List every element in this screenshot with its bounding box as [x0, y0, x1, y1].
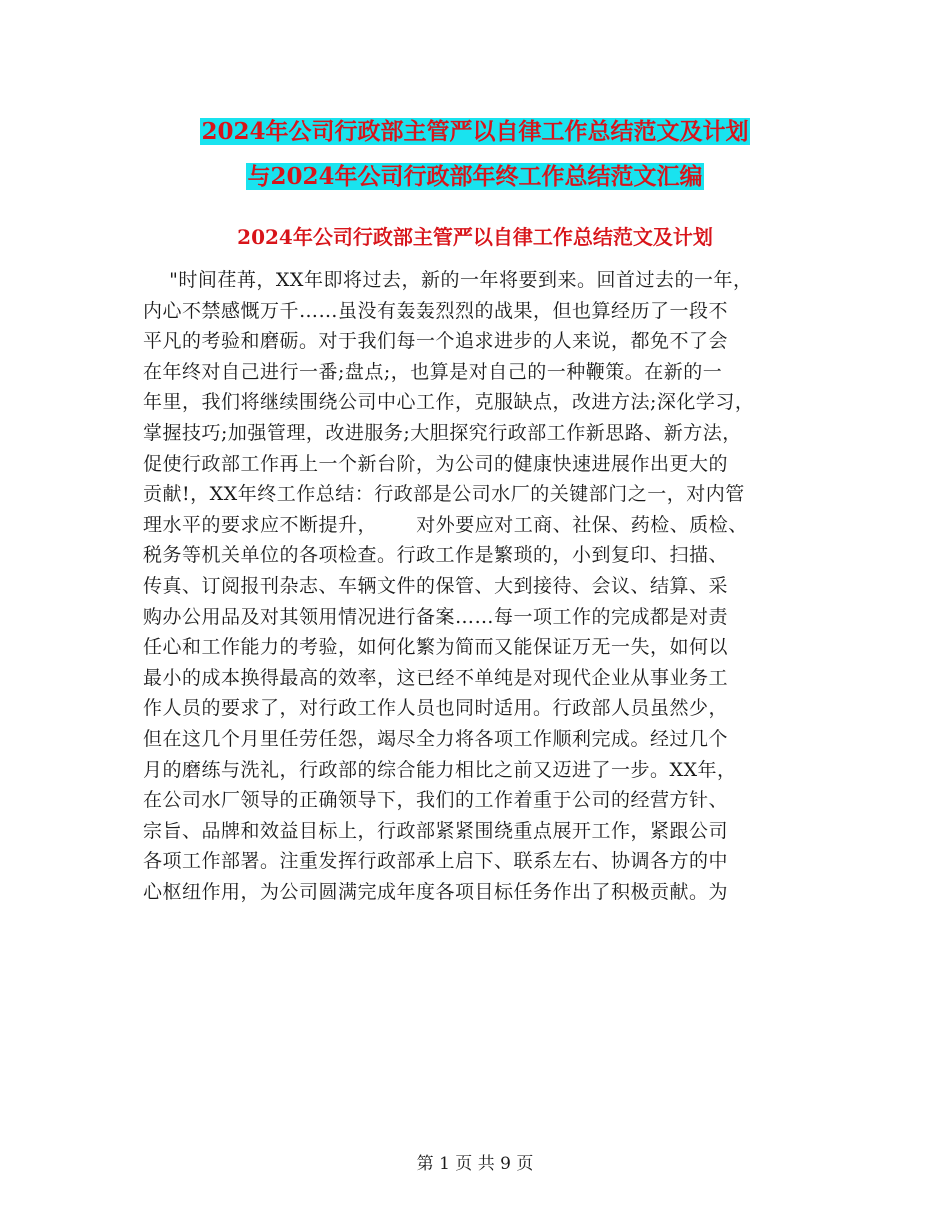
body-line: 掌握技巧;加强管理，改进服务;大胆探究行政部工作新思路、新方法，: [143, 421, 742, 444]
body-line: 任心和工作能力的考验，如何化繁为简而又能保证万无一失，如何以: [143, 636, 729, 659]
body-line: 贡献!，XX年终工作总结：行政部是公司水厂的关键部门之一，对内管: [143, 483, 745, 506]
body-line: 内心不禁感慨万千……虽没有轰轰烈烈的战果，但也算经历了一段不: [143, 299, 729, 322]
section-heading: 2024年公司行政部主管严以自律工作总结范文及计划: [237, 225, 713, 249]
body-line: 购办公用品及对其领用情况进行备案……每一项工作的完成都是对责: [143, 605, 729, 628]
body-line: 但在这几个月里任劳任怨，竭尽全力将各项工作顺利完成。经过几个: [143, 727, 729, 750]
body-line: 在年终对自己进行一番;盘点;，也算是对自己的一种鞭策。在新的一: [143, 360, 723, 383]
body-line: 作人员的要求了，对行政工作人员也同时适用。行政部人员虽然少，: [143, 697, 729, 720]
body-line: 月的磨练与洗礼，行政部的综合能力相比之前又迈进了一步。XX年，: [143, 758, 737, 781]
body-line: 各项工作部署。注重发挥行政部承上启下、联系左右、协调各方的中: [143, 850, 729, 873]
body-line: 在公司水厂领导的正确领导下，我们的工作着重于公司的经营方针、: [143, 789, 729, 812]
body-line: 平凡的考验和磨砺。对于我们每一个追求进步的人来说，都免不了会: [143, 330, 729, 353]
body-line: 宗旨、品牌和效益目标上，行政部紧紧围绕重点展开工作，紧跟公司: [143, 819, 729, 842]
body-line: 心枢纽作用，为公司圆满完成年度各项目标任务作出了积极贡献。为: [143, 880, 729, 903]
document-title-line-2: [0, 160, 950, 194]
body-line: 理水平的要求应不断提升， 对外要应对工商、社保、药检、质检、: [143, 513, 748, 536]
body-line: "时间荏苒，XX年即将过去，新的一年将要到来。回首过去的一年，: [143, 269, 753, 291]
page-footer: 第 1 页 共 9 页: [416, 1154, 534, 1174]
body-line: 最小的成本换得最高的效率，这已经不单纯是对现代企业从事业务工: [143, 666, 729, 689]
body-line: 税务等机关单位的各项检查。行政工作是繁琐的，小到复印、扫描、: [143, 544, 729, 567]
body-line: 促使行政部工作再上一个新台阶，为公司的健康快速进展作出更大的: [143, 452, 729, 475]
title-highlight: 与2024年公司行政部年终工作总结范文汇编: [247, 163, 703, 190]
document-title-line-1: [0, 115, 950, 149]
body-line: 传真、订阅报刊杂志、车辆文件的保管、大到接待、会议、结算、采: [143, 574, 729, 597]
body-line: 年里，我们将继续围绕公司中心工作，克服缺点，改进方法;深化学习，: [143, 391, 755, 414]
title-highlight: 2024年公司行政部主管严以自律工作总结范文及计划: [201, 118, 749, 145]
body-text: [143, 265, 833, 907]
